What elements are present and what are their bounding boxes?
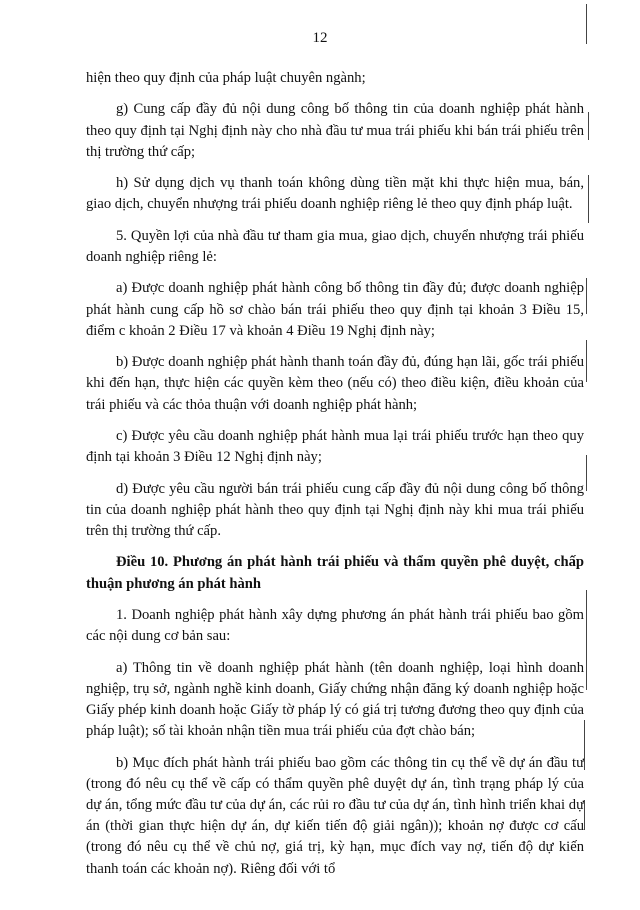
document-body xyxy=(86,68,584,890)
paragraph-clause-5: 5. Quyền lợi của nhà đầu tư tham gia mua, giao dịch, chuyển nhượng trái phiếu doanh nghiệp riêng lẻ: xyxy=(86,227,584,265)
scan-edge-mark xyxy=(586,278,587,314)
paragraph-item-d: d) Được yêu cầu người bán trái phiếu cung cấp đầy đủ nội dung công bố thông tin của doanh nghiệp phát hành theo quy định tại Nghị định này khi mua trái phiếu trên thị trường thứ cấp. xyxy=(86,480,584,539)
scan-edge-mark xyxy=(584,720,585,770)
scan-edge-mark xyxy=(584,800,585,830)
scan-edge-mark xyxy=(586,455,587,491)
scan-edge-mark xyxy=(588,175,589,223)
scan-edge-mark xyxy=(586,340,587,382)
page-number: 12 xyxy=(312,30,328,46)
paragraph-item-g: g) Cung cấp đầy đủ nội dung công bố thông tin của doanh nghiệp phát hành theo quy định tại Nghị định này cho nhà đầu tư mua trái phiếu khi bán trái phiếu trên thị trường thứ cấp; xyxy=(86,101,584,160)
paragraph-item-a: a) Được doanh nghiệp phát hành công bố thông tin đầy đủ; được doanh nghiệp phát hành cung cấp hồ sơ chào bán trái phiếu theo quy định tại khoản 3 Điều 15, điểm c khoản 2 Điều 17 và khoản 4 Điều 19 Nghị định này; xyxy=(86,280,584,339)
scan-edge-mark xyxy=(588,112,589,140)
paragraph-continuation: hiện theo quy định của pháp luật chuyên ngành; xyxy=(86,70,366,86)
scan-edge-mark xyxy=(586,590,587,690)
paragraph-clause-1: 1. Doanh nghiệp phát hành xây dựng phương án phát hành trái phiếu bao gồm các nội dung cơ bản sau: xyxy=(86,606,584,645)
paragraph-item-b: b) Được doanh nghiệp phát hành thanh toán đầy đủ, đúng hạn lãi, gốc trái phiếu khi đến hạn, thực hiện các quyền kèm theo (nếu có) theo điều kiện, điều khoản của trái phiếu và các thỏa thuận với doanh nghiệp phát hành; xyxy=(86,354,584,413)
paragraph-item-h: h) Sử dụng dịch vụ thanh toán không dùng tiền mặt khi thực hiện mua, bán, giao dịch, chuyển nhượng trái phiếu doanh nghiệp riêng lẻ theo quy định pháp luật. xyxy=(86,175,584,213)
paragraph-item-b-purpose: b) Mục đích phát hành trái phiếu bao gồm các thông tin cụ thể về dự án đầu tư (trong đó nêu cụ thể về cấp có thẩm quyền phê duyệt dự án, tình trạng pháp lý của dự án, tổng mức đầu tư của dự án, các rủi ro đầu tư của dự án, tình hình triển khai dự án (thời gian thực hiện dự án, dự kiến tiến độ giải ngân)); khoản nợ được cơ cấu (trong đó nêu cụ thể về chủ nợ, giá trị, kỳ hạn, mục đích vay nợ, tiến độ dự kiến thanh toán các khoản nợ). Riêng đối với tổ xyxy=(86,754,584,877)
scan-edge-mark xyxy=(586,4,587,44)
paragraph-item-a-info: a) Thông tin về doanh nghiệp phát hành (tên doanh nghiệp, loại hình doanh nghiệp, trụ sở, ngành nghề kinh doanh, Giấy chứng nhận đăng ký doanh nghiệp hoặc Giấy phép kinh doanh hoặc Giấy tờ pháp lý có giá trị tương đương theo quy định của pháp luật); số tài khoản nhận tiền mua trái phiếu của đợt chào bán; xyxy=(86,659,584,740)
article-heading: Điều 10. Phương án phát hành trái phiếu và thẩm quyền phê duyệt, chấp thuận phương án phát hành xyxy=(86,554,584,592)
paragraph-item-c: c) Được yêu cầu doanh nghiệp phát hành mua lại trái phiếu trước hạn theo quy định tại khoản 3 Điều 12 Nghị định này; xyxy=(86,427,584,466)
